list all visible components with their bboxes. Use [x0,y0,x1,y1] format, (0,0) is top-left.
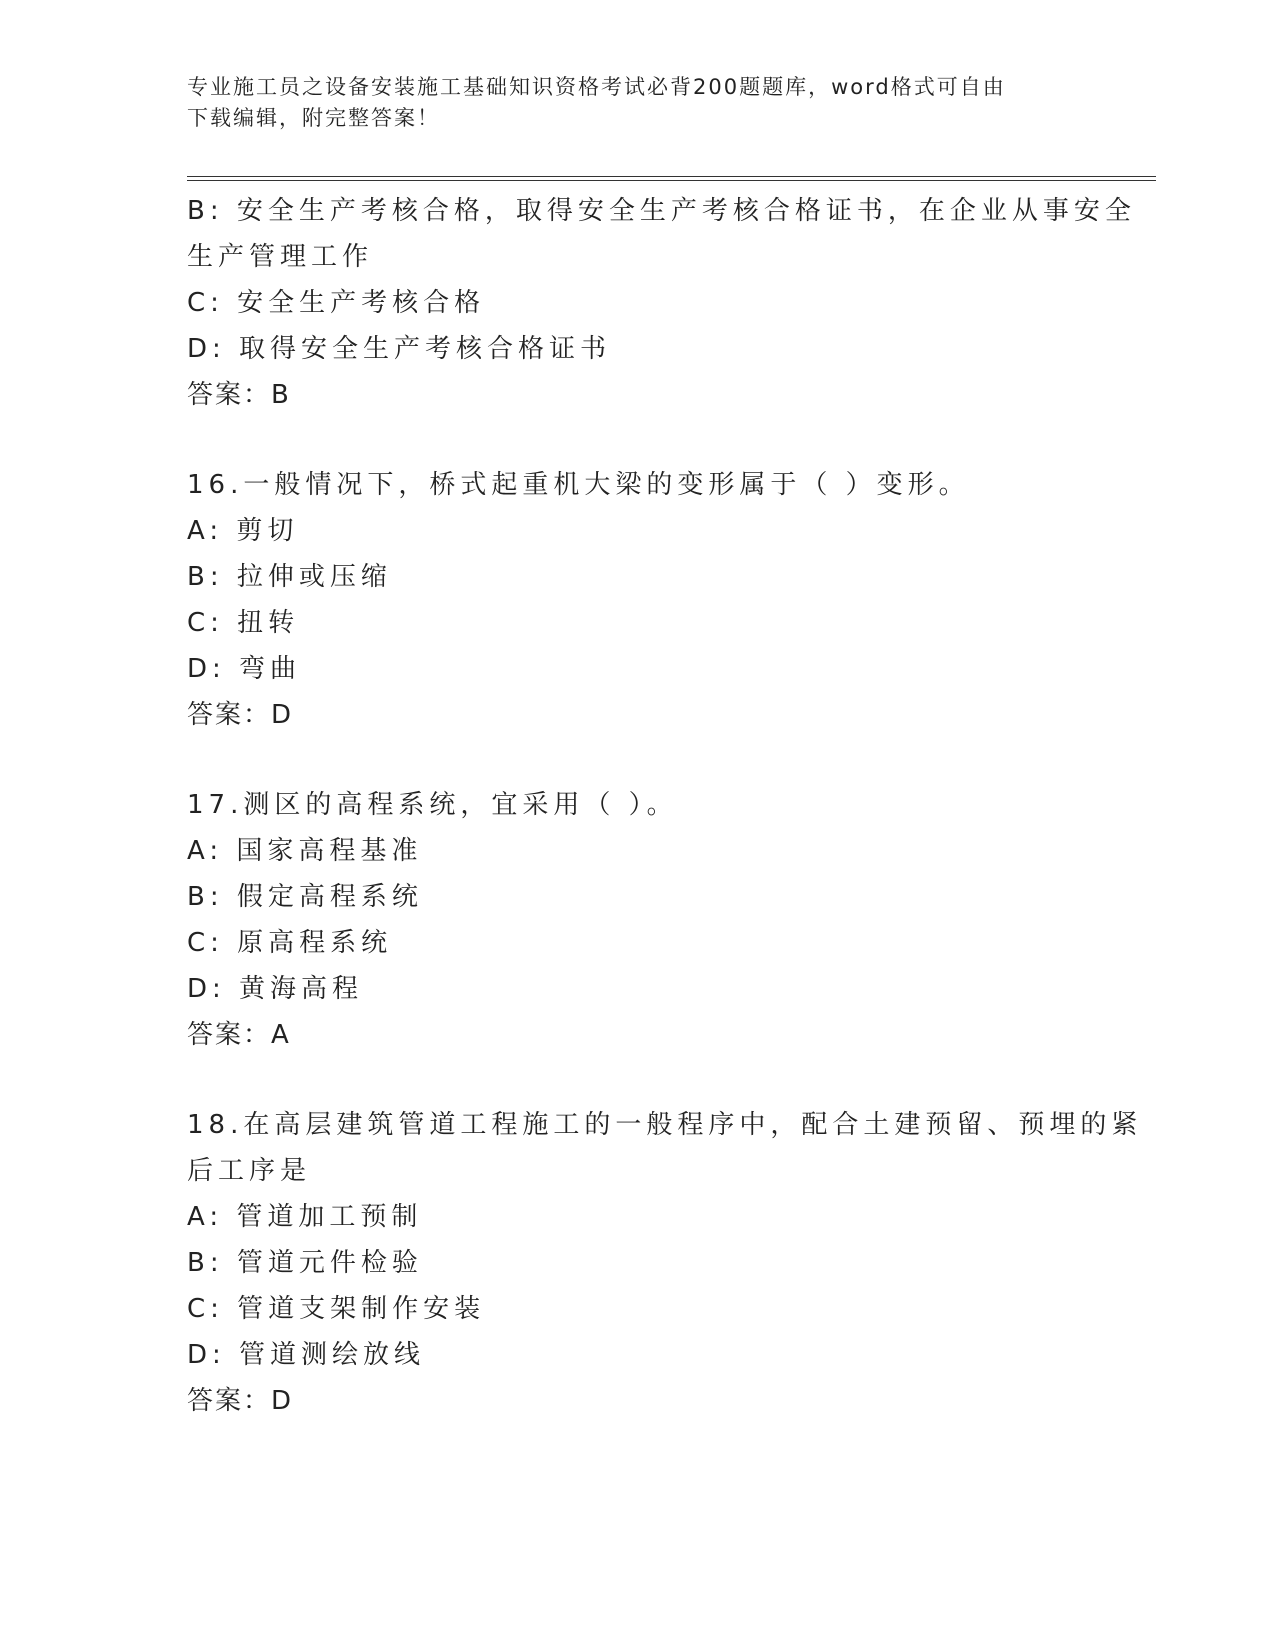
question-text-continued: 后工序是 [187,1156,312,1186]
question-15 [187,188,1136,418]
spacer [187,1058,1087,1102]
option-d: D: 取得安全生产考核合格证书 [187,334,612,364]
header-line-1: 专业施工员之设备安装施工基础知识资格考试必背200题题库，word格式可自由 [187,75,1006,99]
option-b-continued: 生产管理工作 [187,242,374,272]
document-header [187,72,1087,134]
option-c: C: 管道支架制作安装 [187,1294,486,1324]
option-a: A: 剪切 [187,516,299,546]
header-divider [187,176,1156,181]
option-b: B: 假定高程系统 [187,882,423,912]
spacer [187,418,1087,462]
option-c: C: 扭转 [187,608,300,638]
answer: 答案：B [187,380,291,410]
question-16 [187,462,1087,738]
option-a: A: 管道加工预制 [187,1202,423,1232]
option-b: B: 安全生产考核合格，取得安全生产考核合格证书，在企业从事安全 [187,196,1136,226]
spacer [187,738,1087,782]
question-text: 18.在高层建筑管道工程施工的一般程序中，配合土建预留、预埋的紧 [187,1110,1143,1140]
question-18 [187,1102,1143,1424]
option-d: D: 管道测绘放线 [187,1340,426,1370]
option-a: A: 国家高程基准 [187,836,423,866]
question-text: 17.测区的高程系统，宜采用（ ）。 [187,790,678,820]
question-17 [187,782,1087,1058]
option-d: D: 弯曲 [187,654,302,684]
option-c: C: 安全生产考核合格 [187,288,486,318]
option-c: C: 原高程系统 [187,928,393,958]
option-b: B: 管道元件检验 [187,1248,423,1278]
header-line-2: 下载编辑，附完整答案！ [187,106,440,130]
answer: 答案：A [187,1020,291,1050]
option-d: D: 黄海高程 [187,974,364,1004]
option-b: B: 拉伸或压缩 [187,562,392,592]
question-list [187,188,1143,1424]
question-text: 16.一般情况下，桥式起重机大梁的变形属于（ ）变形。 [187,470,970,500]
answer: 答案：D [187,700,294,730]
answer: 答案：D [187,1386,294,1416]
